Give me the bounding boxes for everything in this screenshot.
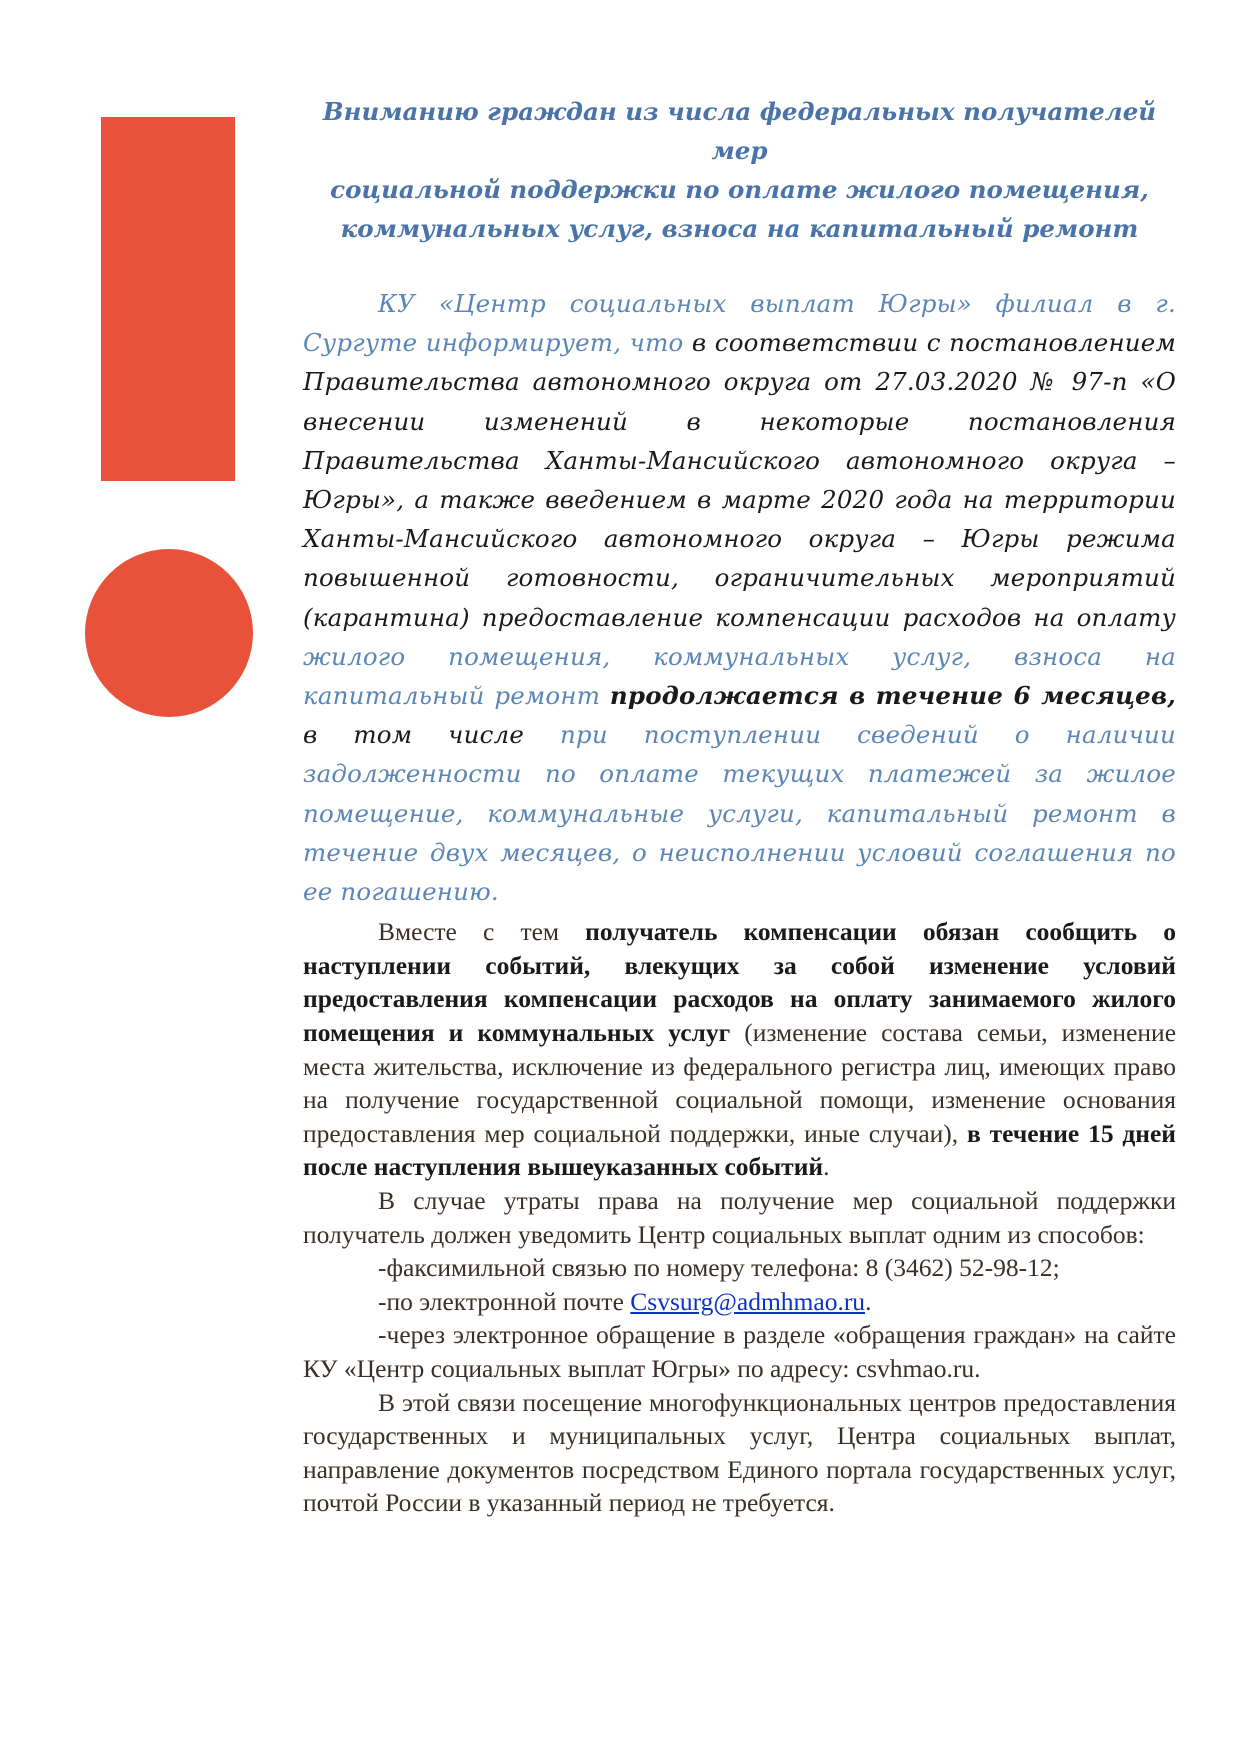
- title-line: социальной поддержки по оплате жилого помещения,: [330, 175, 1149, 204]
- email-link[interactable]: Csvsurg@admhmao.ru: [630, 1286, 866, 1316]
- title-line: Вниманию граждан из числа федеральных получателей мер: [322, 97, 1157, 165]
- obligation-deadline: в течение 15 дней после наступления вышеуказанных событий: [303, 1118, 1177, 1182]
- fax-method: -факсимильной связью по номеру телефона: 8 (3462) 52-98-12;: [378, 1253, 1060, 1283]
- title-line: коммунальных услуг, взноса на капитальный ремонт: [340, 214, 1139, 243]
- obligation-examples: (изменение состава семьи, изменение места жительства, исключение из федерального регистра лиц, имеющих право на получение государственной социальной помощи, изменение основания предоставления мер социальной поддержки, иные случаи),: [303, 1018, 1177, 1148]
- exclamation-bar-shape: [101, 117, 235, 481]
- exclamation-dot-shape: [85, 549, 253, 717]
- highlight-housing: жилого помещения, коммунальных услуг, взноса на капитальный ремонт: [303, 641, 1176, 711]
- highlight-debt: при поступлении сведений о наличии задолженности по оплате текущих платежей за жилое помещение, коммунальные услуги, капитальный ремонт в течение двух месяцев, о неисполнении условий соглашения по ее погашению.: [303, 720, 1176, 907]
- that-word: что: [629, 328, 684, 358]
- informs-word: информирует,: [425, 328, 622, 358]
- paragraph-final: В этой связи посещение многофункциональных центров предоставления государственных и муниципальных услуг, Центра социальных выплат, направление документов посредством Единого портала государственных услуг, почтой России в указанный период не требуется.: [303, 1387, 1176, 1518]
- email-prefix: -по электронной почте: [378, 1286, 624, 1316]
- announcement-body: в соответствии с постановлением Правительства автономного округа от 27.03.2020 № 97-п «О внесении изменений в некоторые постановления Правительства Ханты-Мансийского автономного округа – Югры», а также введением в марте 2020 года на территории Ханты-Мансийского автономного округа – Югры режима повышенной готовности, ограничительных мероприятий (карантина) предоставление компенсации расходов на оплату: [303, 328, 1176, 632]
- org-name: КУ «Центр социальных выплат Югры» филиал в г. Сургуте: [303, 289, 1176, 358]
- paragraph-notify: В случае утраты права на получение мер социальной поддержки получатель должен уведомить Центр социальных выплат одним из способов:: [303, 1186, 1176, 1249]
- notice-title: [303, 92, 1176, 248]
- web-method: -через электронное обращение в разделе «обращения граждан» на сайте КУ «Центр социальных выплат Югры» по адресу: csvhmao.ru.: [303, 1320, 1176, 1383]
- obligation-end: .: [823, 1152, 830, 1182]
- email-method: [303, 1285, 1176, 1319]
- document-content: [303, 92, 1176, 1520]
- paragraph-announcement: [303, 284, 1176, 911]
- obligation-lead: Вместе с тем: [378, 917, 560, 947]
- obligation-bold: получатель компенсации обязан сообщить о наступлении событий, влекущих за собой изменение условий предоставления компенсации расходов на оплату занимаемого жилого помещения и коммунальных услуг: [303, 917, 1176, 1048]
- including-text: в том числе: [303, 720, 525, 750]
- email-suffix: .: [865, 1286, 872, 1316]
- highlight-duration: продолжается в течение 6 месяцев,: [609, 681, 1176, 711]
- paragraph-obligation: [303, 915, 1176, 1184]
